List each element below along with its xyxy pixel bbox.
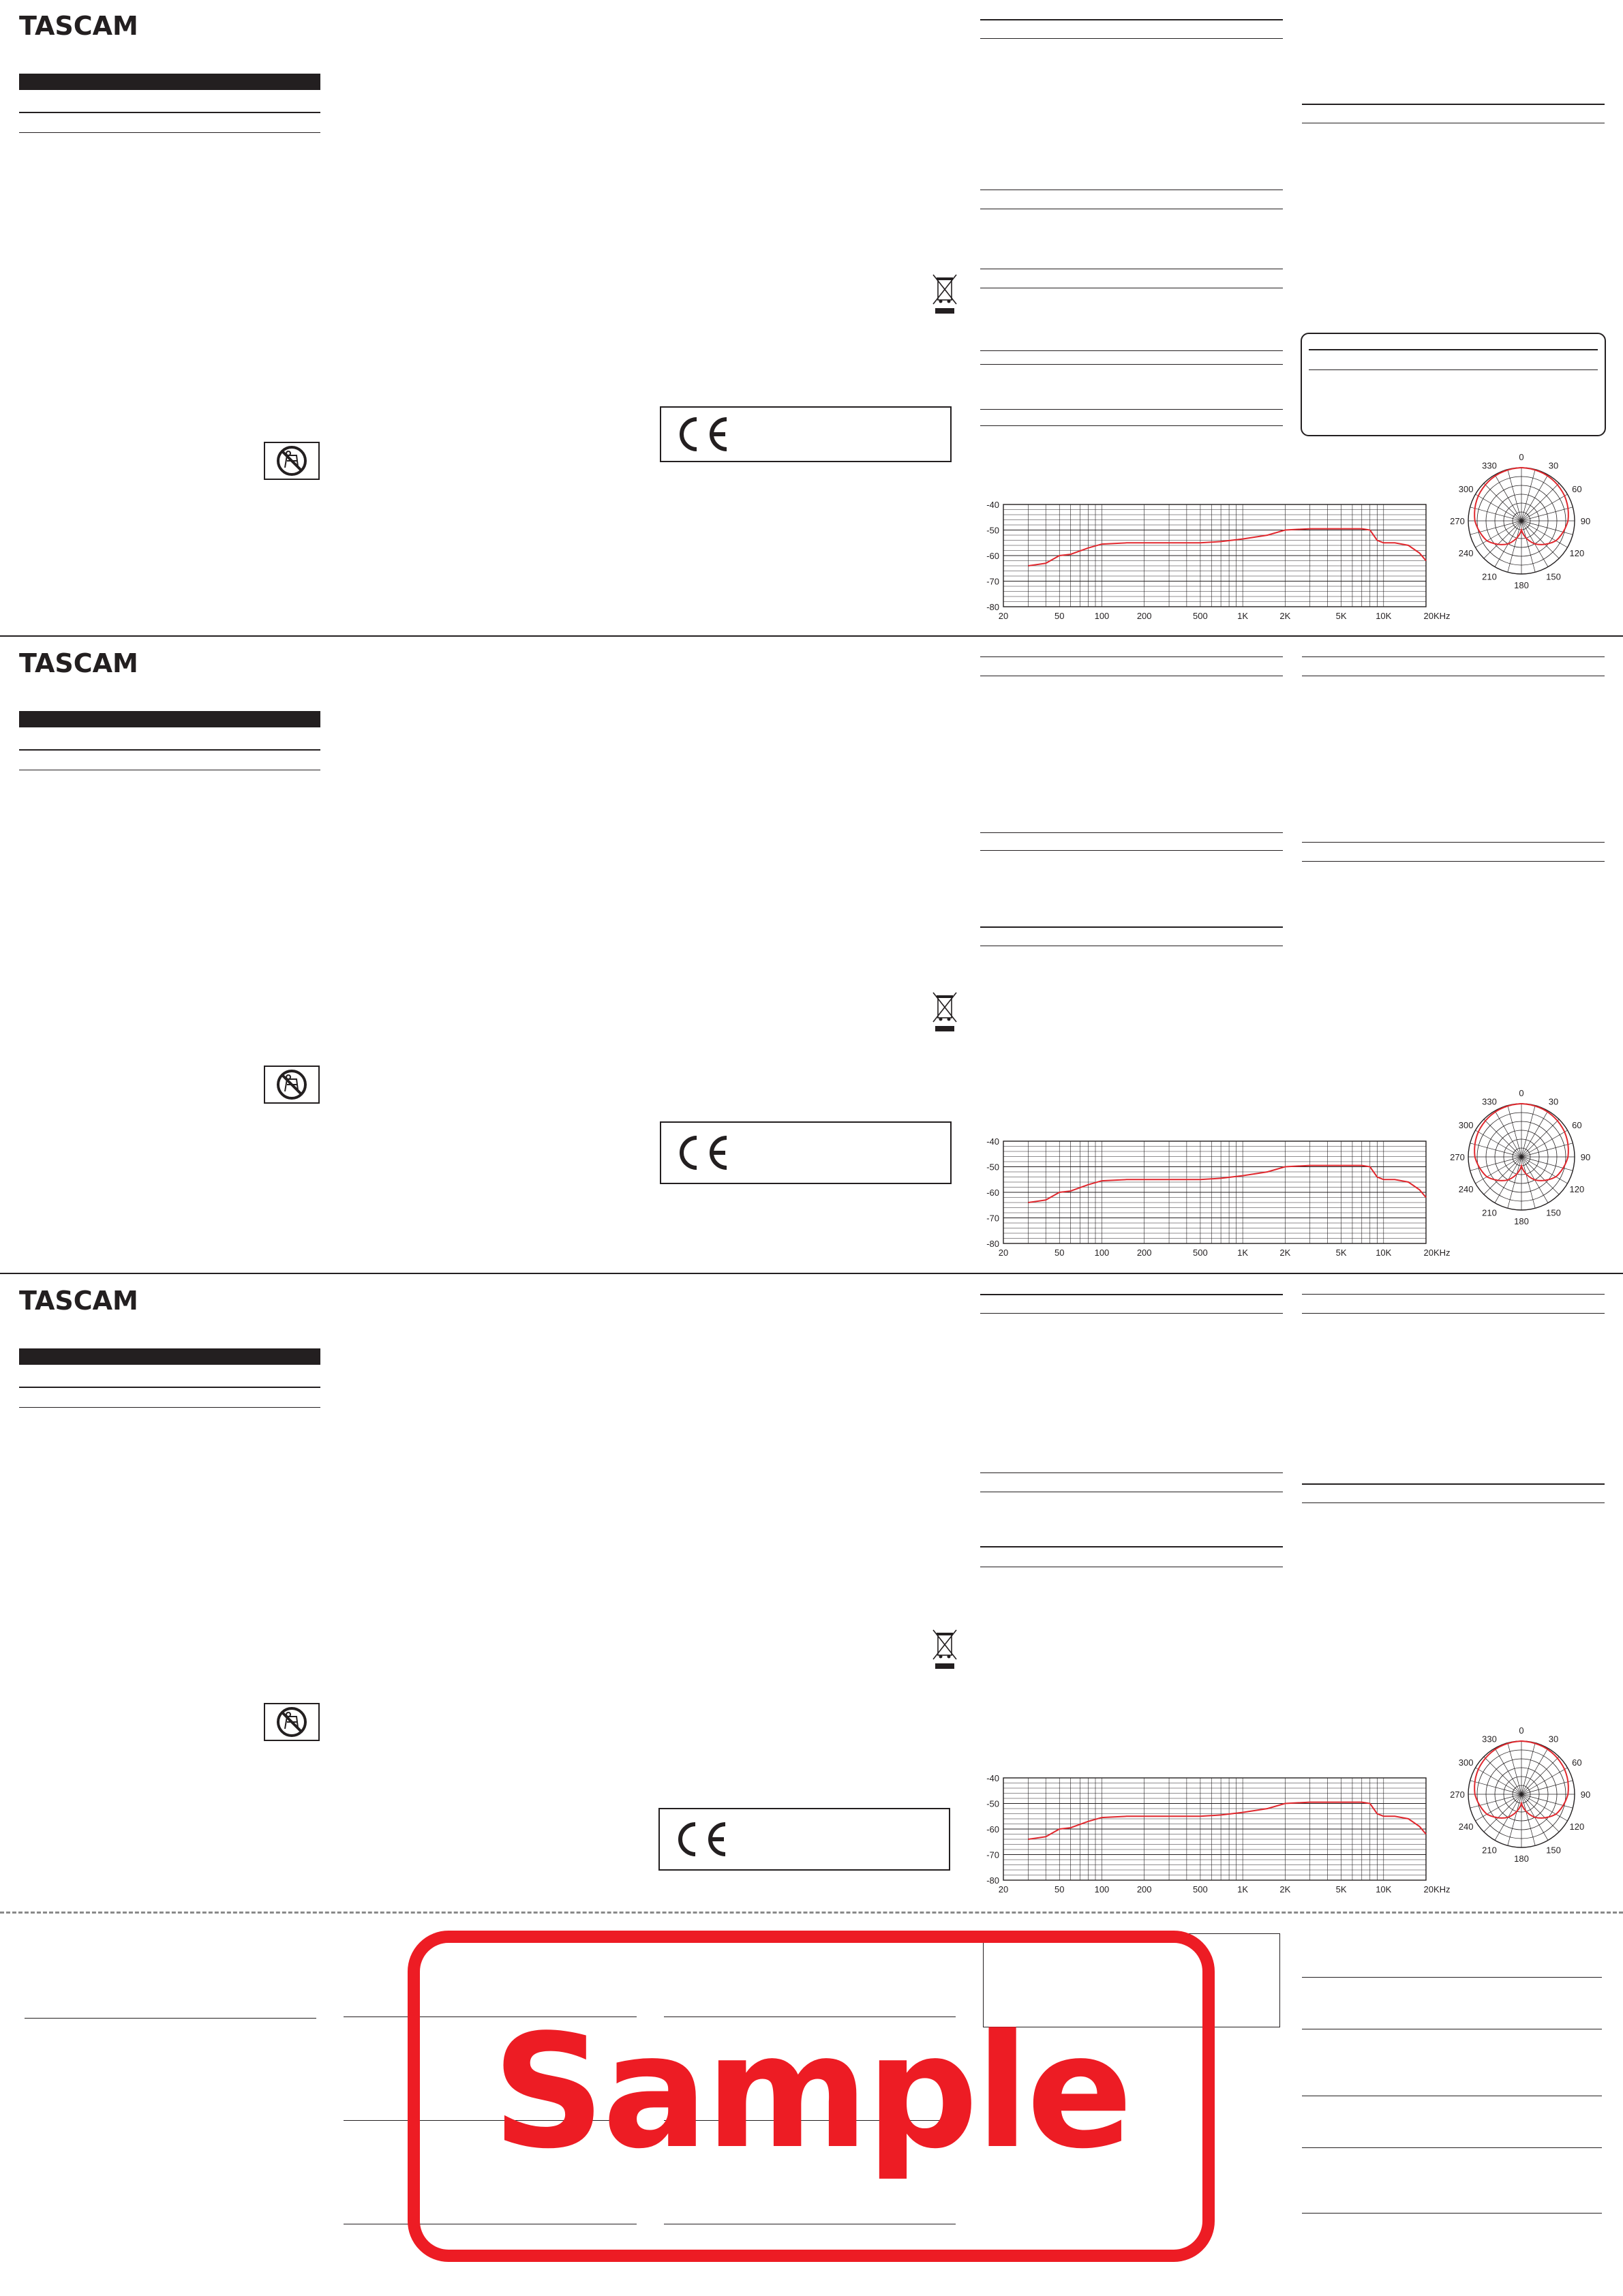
polar-angle-label: 180	[1514, 1854, 1529, 1864]
y-tick-label: -70	[986, 1213, 999, 1224]
manual-panel-copy-1	[0, 0, 1623, 637]
polar-angle-label: 90	[1580, 1152, 1591, 1162]
rule	[1302, 842, 1605, 843]
polar-spoke	[1475, 494, 1521, 521]
polar-spoke	[1475, 1157, 1521, 1183]
response-curve	[1028, 1166, 1426, 1203]
x-tick-label: 20KHz	[1423, 1248, 1451, 1258]
polar-angle-label: 330	[1482, 1734, 1497, 1744]
rule	[980, 850, 1283, 851]
tascam-logo: TASCAM	[19, 648, 138, 678]
x-tick-label: 200	[1136, 1248, 1152, 1258]
y-tick-label: -40	[986, 1773, 999, 1783]
ce-mark-box	[660, 1121, 952, 1184]
weee-icon	[931, 1628, 958, 1670]
rule	[980, 832, 1283, 833]
rule	[1302, 104, 1605, 105]
title-band	[19, 711, 320, 727]
polar-spoke	[1484, 1757, 1521, 1794]
card-line	[1302, 1977, 1602, 1978]
x-tick-label: 20KHz	[1423, 611, 1451, 621]
card-line	[25, 2018, 316, 2019]
weee-icon	[931, 273, 958, 315]
polar-angle-label: 90	[1580, 1789, 1591, 1800]
rule	[980, 38, 1283, 39]
polar-spoke	[1495, 1748, 1521, 1794]
polar-spoke	[1521, 1768, 1568, 1794]
rule	[980, 656, 1283, 657]
x-tick-label: 10K	[1376, 1884, 1392, 1894]
x-tick-label: 10K	[1376, 611, 1392, 621]
polar-spoke	[1495, 1111, 1521, 1157]
polar-spoke	[1521, 494, 1568, 521]
polar-angle-label: 30	[1548, 1734, 1559, 1744]
card-line	[1302, 2213, 1602, 2214]
x-tick-label: 50	[1055, 1884, 1065, 1894]
rule	[1302, 1313, 1605, 1314]
rule	[1309, 369, 1598, 370]
polar-angle-label: 150	[1546, 1207, 1561, 1218]
polar-angle-label: 300	[1458, 1757, 1474, 1768]
rule	[980, 1546, 1283, 1547]
polar-spoke	[1475, 1130, 1521, 1157]
polar-angle-label: 300	[1458, 1120, 1474, 1130]
y-tick-label: -80	[986, 1875, 999, 1886]
response-curve	[1028, 1802, 1426, 1839]
polar-angle-label: 240	[1458, 548, 1474, 558]
polar-angle-label: 240	[1458, 1184, 1474, 1194]
polar-angle-label: 150	[1546, 1845, 1561, 1856]
frequency-response-chart	[976, 500, 1453, 634]
x-tick-label: 200	[1136, 1884, 1152, 1894]
spec-box	[1301, 333, 1606, 436]
rule	[19, 1387, 320, 1388]
polar-spoke	[1521, 1794, 1568, 1821]
polar-spoke	[1521, 521, 1568, 547]
polar-angle-label: 300	[1458, 484, 1474, 494]
polar-angle-label: 120	[1569, 1822, 1585, 1832]
x-tick-label: 20KHz	[1423, 1884, 1451, 1894]
y-tick-label: -60	[986, 551, 999, 561]
x-tick-label: 1K	[1237, 1884, 1249, 1894]
x-tick-label: 200	[1136, 611, 1152, 621]
rule	[980, 19, 1283, 20]
rule	[1302, 1502, 1605, 1503]
rule	[980, 350, 1283, 351]
polar-angle-label: 120	[1569, 548, 1585, 558]
rule	[1302, 656, 1605, 657]
card-line	[1302, 2147, 1602, 2148]
polar-angle-label: 180	[1514, 1216, 1529, 1226]
polar-angle-label: 210	[1482, 1845, 1497, 1856]
polar-angle-label: 0	[1519, 1088, 1524, 1098]
section-separator	[0, 635, 1623, 637]
y-tick-label: -80	[986, 602, 999, 612]
rule	[19, 749, 320, 751]
x-tick-label: 1K	[1237, 611, 1249, 621]
polar-angle-label: 60	[1572, 1120, 1582, 1130]
polar-angle-label: 180	[1514, 580, 1529, 590]
y-tick-label: -40	[986, 500, 999, 510]
x-tick-label: 2K	[1279, 1248, 1291, 1258]
x-tick-label: 5K	[1335, 1884, 1347, 1894]
polar-spoke	[1484, 483, 1521, 521]
polar-angle-label: 30	[1548, 460, 1559, 471]
section-separator	[0, 1273, 1623, 1274]
ce-mark-icon	[671, 1132, 732, 1173]
polar-spoke	[1475, 521, 1521, 547]
y-tick-label: -60	[986, 1824, 999, 1834]
polar-spoke	[1521, 1111, 1548, 1157]
frequency-response-chart	[976, 1773, 1453, 1907]
x-tick-label: 100	[1094, 1884, 1110, 1894]
x-tick-label: 500	[1193, 611, 1208, 621]
frequency-response-chart	[976, 1136, 1453, 1271]
polar-angle-label: 270	[1450, 1789, 1465, 1800]
ce-mark-box	[660, 406, 952, 462]
title-band	[19, 74, 320, 90]
y-tick-label: -50	[986, 1162, 999, 1173]
ce-mark-icon	[671, 414, 732, 455]
polar-spoke	[1495, 474, 1521, 521]
polar-spoke	[1521, 1757, 1559, 1794]
polar-angle-label: 210	[1482, 1207, 1497, 1218]
polar-angle-label: 30	[1548, 1096, 1559, 1107]
y-tick-label: -50	[986, 1798, 999, 1809]
rule	[19, 112, 320, 113]
x-tick-label: 20	[998, 611, 1009, 621]
rule	[980, 364, 1283, 365]
rule	[980, 409, 1283, 410]
rule	[19, 132, 320, 133]
polar-angle-label: 150	[1546, 571, 1561, 582]
rule	[19, 1407, 320, 1408]
polar-spoke	[1521, 483, 1559, 521]
manual-panel-copy-3	[0, 1275, 1623, 1912]
polar-angle-label: 120	[1569, 1184, 1585, 1194]
x-tick-label: 2K	[1279, 611, 1291, 621]
ce-mark-box	[658, 1808, 950, 1871]
cut-line	[0, 1912, 1623, 1914]
rule	[1302, 861, 1605, 862]
polar-angle-label: 90	[1580, 516, 1591, 526]
polar-pattern-chart	[1433, 1706, 1610, 1883]
polar-angle-label: 270	[1450, 1152, 1465, 1162]
rule	[980, 1472, 1283, 1473]
x-tick-label: 100	[1094, 611, 1110, 621]
tip-over-hazard-icon	[264, 1066, 320, 1104]
y-tick-label: -70	[986, 576, 999, 587]
polar-pattern-chart	[1433, 432, 1610, 609]
tascam-logo: TASCAM	[19, 11, 138, 41]
rule	[980, 1294, 1283, 1295]
polar-angle-label: 60	[1572, 1757, 1582, 1768]
title-band	[19, 1348, 320, 1365]
y-tick-label: -40	[986, 1136, 999, 1147]
polar-spoke	[1521, 474, 1548, 521]
x-tick-label: 50	[1055, 1248, 1065, 1258]
polar-angle-label: 210	[1482, 571, 1497, 582]
polar-angle-label: 330	[1482, 460, 1497, 471]
x-tick-label: 10K	[1376, 1248, 1392, 1258]
x-tick-label: 100	[1094, 1248, 1110, 1258]
polar-angle-label: 270	[1450, 516, 1465, 526]
rule	[1302, 1294, 1605, 1295]
polar-spoke	[1521, 1119, 1559, 1157]
x-tick-label: 1K	[1237, 1248, 1249, 1258]
x-tick-label: 500	[1193, 1248, 1208, 1258]
ce-mark-icon	[669, 1819, 731, 1860]
polar-spoke	[1521, 1748, 1548, 1794]
weee-icon	[931, 991, 958, 1033]
polar-pattern-chart	[1433, 1068, 1610, 1245]
polar-angle-label: 60	[1572, 484, 1582, 494]
rule	[1302, 1483, 1605, 1485]
x-tick-label: 2K	[1279, 1884, 1291, 1894]
polar-spoke	[1521, 1157, 1568, 1183]
manual-panel-copy-2	[0, 637, 1623, 1275]
polar-angle-label: 0	[1519, 1725, 1524, 1736]
x-tick-label: 20	[998, 1248, 1009, 1258]
rule	[980, 425, 1283, 426]
polar-angle-label: 0	[1519, 452, 1524, 462]
polar-angle-label: 240	[1458, 1822, 1474, 1832]
y-tick-label: -80	[986, 1239, 999, 1249]
x-tick-label: 500	[1193, 1884, 1208, 1894]
tip-over-hazard-icon	[264, 442, 320, 480]
tip-over-hazard-icon	[264, 1703, 320, 1741]
response-curve	[1028, 529, 1426, 566]
y-tick-label: -70	[986, 1849, 999, 1860]
tascam-logo: TASCAM	[19, 1286, 138, 1316]
polar-spoke	[1475, 1794, 1521, 1821]
x-tick-label: 20	[998, 1884, 1009, 1894]
rule	[1309, 349, 1598, 350]
polar-angle-label: 330	[1482, 1096, 1497, 1107]
sample-watermark	[408, 1931, 1215, 2262]
y-tick-label: -60	[986, 1188, 999, 1198]
x-tick-label: 5K	[1335, 611, 1347, 621]
y-tick-label: -50	[986, 525, 999, 536]
rule	[980, 926, 1283, 928]
polar-spoke	[1475, 1768, 1521, 1794]
rule	[980, 1313, 1283, 1314]
sample-watermark-text: Sample	[492, 2002, 1130, 2184]
polar-spoke	[1521, 1130, 1568, 1157]
x-tick-label: 5K	[1335, 1248, 1347, 1258]
polar-spoke	[1484, 1119, 1521, 1157]
x-tick-label: 50	[1055, 611, 1065, 621]
